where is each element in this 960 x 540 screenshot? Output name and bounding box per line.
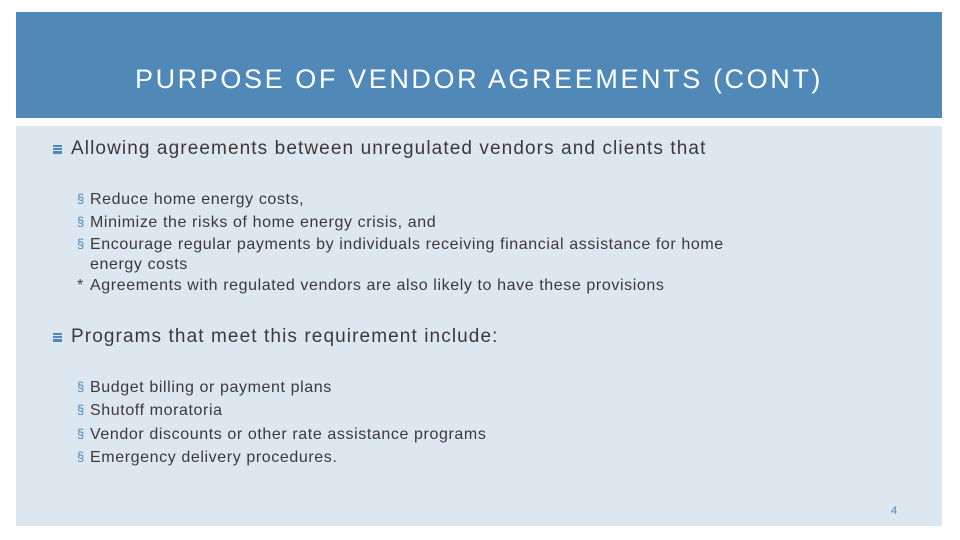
section1-heading: Allowing agreements between unregulated vendors and clients that: [71, 138, 707, 159]
sub-bullet-icon: §: [77, 426, 85, 441]
sub-bullet-icon: §: [77, 449, 85, 464]
slide-number: 4: [891, 505, 898, 517]
sub-bullet-icon: §: [77, 402, 85, 417]
list-item: Reduce home energy costs,: [90, 191, 305, 208]
slide-title: PURPOSE OF VENDOR AGREEMENTS (CONT): [134, 64, 824, 94]
sub-bullet-icon: §: [77, 191, 85, 206]
note-marker: *: [77, 277, 84, 294]
list-item: Encourage regular payments by individuals receiving financial assistance for home: [90, 236, 724, 253]
list-item: Emergency delivery procedures.: [90, 449, 338, 466]
sub-bullet-icon: §: [77, 379, 85, 394]
list-item: Shutoff moratoria: [90, 402, 223, 419]
bullet-square-icon: [53, 145, 62, 154]
list-item: Budget billing or payment plans: [90, 379, 332, 396]
sub-bullet-icon: §: [77, 236, 85, 251]
list-item-continuation: energy costs: [90, 256, 188, 273]
bullet-square-icon: [53, 333, 62, 342]
sub-bullet-icon: §: [77, 214, 85, 229]
section2-heading: Programs that meet this requirement include:: [71, 326, 499, 347]
list-item: Minimize the risks of home energy crisis, and: [90, 214, 437, 231]
title-band: [16, 12, 942, 118]
list-item: Vendor discounts or other rate assistance programs: [90, 426, 487, 443]
note-text: Agreements with regulated vendors are also likely to have these provisions: [90, 277, 665, 294]
